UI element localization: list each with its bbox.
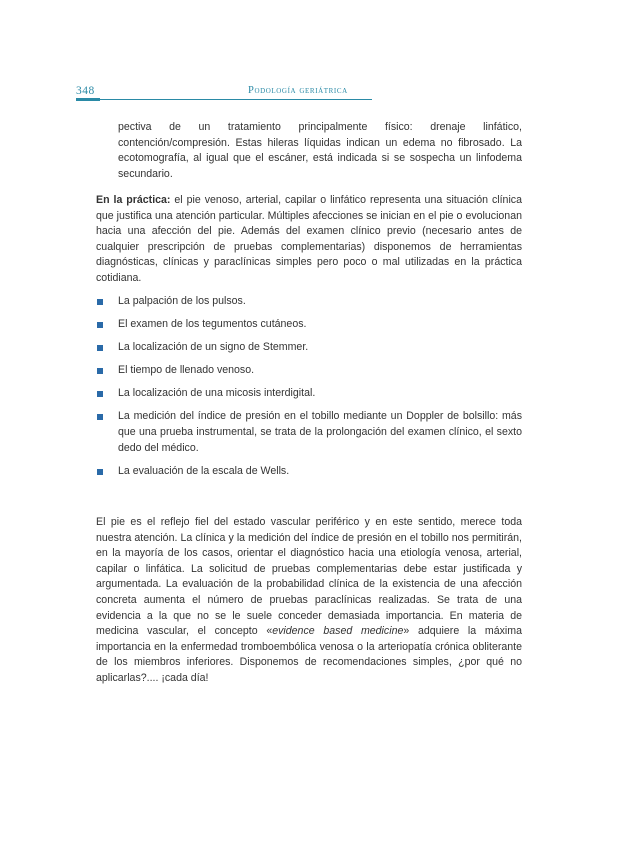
list-item-text: El examen de los tegumentos cutáneos. bbox=[118, 318, 307, 331]
list-item-text: La medición del índice de presión en el tobillo mediante un Doppler de bolsillo: más que una prueba instrumental, se trata de la prolongación del examen clínico, el sexto dedo del médico. bbox=[118, 410, 522, 454]
bullet-square-icon bbox=[97, 345, 103, 351]
page-number: 348 bbox=[76, 85, 95, 97]
list-item bbox=[96, 409, 522, 456]
header-rule bbox=[76, 99, 372, 100]
conclusion-text-end: » adquiere la máxima importancia en la enfermedad tromboembólica venosa o la arteriopatía crónica obliterante de los miembros inferiores. Disponemos de recomendaciones simples, ¿por qué no aplicarlas?.... ¡cada día! bbox=[96, 625, 522, 684]
list-item-text: La palpación de los pulsos. bbox=[118, 295, 246, 307]
page-number-underline bbox=[76, 98, 100, 101]
list-item-text: El tiempo de llenado venoso. bbox=[118, 364, 255, 377]
conclusion-text-start: El pie es el reflejo fiel del estado vascular periférico y en este sentido, merece toda nuestra atención. La clínica y la medición del índice de presión en el tobillo nos permitirán, en la mayoría de los casos, orientar el diagnóstico hacia una etiología venosa, arterial, capilar o linfática. La solicitud de pruebas complementarias debe estar justificada y argumentada. La evaluación de la probabilidad clínica de la existencia de una afección concreta aumenta el número de pruebas paraclínicas realizadas. Se trata de una evidencia a la que no se le suele conceder demasiada importancia. En materia de medicina vascular, el concepto « bbox=[96, 516, 522, 638]
paragraph-continuation: pectiva de un tratamiento principalmente físico: drenaje linfático, contención/compresión. Estas hileras líquidas indican un edema no fibrosado. La ecotomografía, al igual que el escáner, está indicada si se sospecha un linfodema secundario. bbox=[118, 121, 522, 180]
bullet-square-icon bbox=[97, 414, 103, 420]
list-item bbox=[96, 363, 522, 379]
list-item-text: La localización de un signo de Stemmer. bbox=[118, 341, 309, 354]
bullet-square-icon bbox=[97, 391, 103, 397]
bullet-square-icon bbox=[97, 469, 103, 475]
list-item bbox=[96, 317, 522, 333]
bullet-square-icon bbox=[97, 322, 103, 328]
bullet-square-icon bbox=[97, 299, 103, 305]
list-item bbox=[96, 340, 522, 356]
tool-list bbox=[96, 294, 522, 487]
practice-lead: En la práctica: bbox=[96, 194, 171, 206]
conclusion-italic-term: evidence based medicine bbox=[272, 625, 404, 638]
list-item bbox=[96, 294, 522, 310]
list-item-text: La evaluación de la escala de Wells. bbox=[118, 464, 290, 477]
list-item bbox=[96, 464, 522, 480]
practice-paragraph bbox=[96, 193, 522, 287]
list-item bbox=[96, 386, 522, 402]
running-title: Podología geriátrica bbox=[248, 85, 348, 96]
bullet-square-icon bbox=[97, 368, 103, 374]
list-item-text: La localización de una micosis interdigital. bbox=[118, 387, 316, 400]
conclusion-paragraph bbox=[96, 515, 522, 687]
practice-text: el pie venoso, arterial, capilar o linfático representa una situación clínica que justifica una atención particular. Múltiples afecciones se inician en el pie o evolucionan hacia una afección del pie. Además del examen clínico previo (necesario antes de cualquier prescripción de pruebas complementarias) disponemos de herramientas diagnósticas, clínicas y paraclínicas simples pero poco o mal utilizadas en la práctica cotidiana. bbox=[96, 194, 522, 284]
